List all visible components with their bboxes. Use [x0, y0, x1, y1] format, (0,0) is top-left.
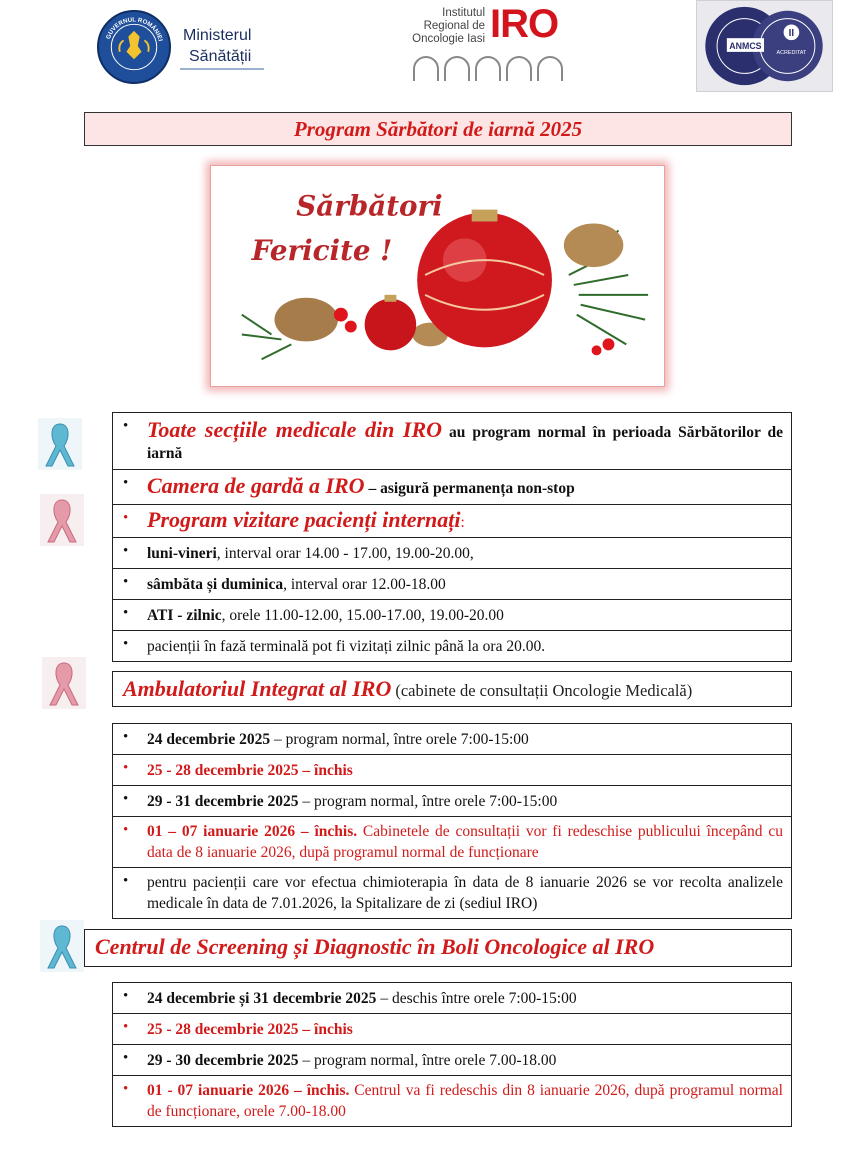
list-item: • pentru pacienții care vor efectua chimioterapia în data de 8 ianuarie 2026 se vor recolta analizele medicale în data de 7.01.2026, la Spitalizare de zi (sediul IRO): [113, 868, 792, 919]
screening-header: [84, 929, 792, 967]
table-row: [113, 505, 792, 538]
list-item: • 24 decembrie și 31 decembrie 2025 – deschis între orele 7:00-15:00: [113, 983, 792, 1014]
iro-logo-text: IRO: [490, 2, 559, 46]
table-row: [113, 983, 792, 1014]
table-row: [113, 1014, 792, 1045]
table-row: [113, 1076, 792, 1127]
seal-text: GUVERNUL ROMÂNIEI: [104, 16, 164, 42]
list-item: • Program vizitare pacienți internați:: [113, 505, 792, 538]
list-item: • Toate secțiile medicale din IRO au program normal în perioada Sărbătorilor de iarnă: [113, 413, 792, 470]
list-item: • 25 - 28 decembrie 2025 – închis: [113, 1014, 792, 1045]
greeting-line2: Fericite !: [251, 234, 393, 268]
screening-title: Centrul de Screening și Diagnostic în Boli Oncologice al IRO: [95, 934, 655, 959]
table-row: [113, 1045, 792, 1076]
blue-ribbon-icon: [38, 418, 82, 470]
table-row: [113, 470, 792, 505]
list-item: • 01 - 07 ianuarie 2026 – închis. Centrul va fi redeschis din 8 ianuarie 2026, după programul normal de funcționare, orele 7.00-18.00: [113, 1076, 792, 1127]
iro-name-line3: Oncologie Iasi: [412, 33, 485, 45]
ministry-name: [183, 25, 251, 67]
list-item: • 29 - 30 decembrie 2025 – program normal, între orele 7.00-18.00: [113, 1045, 792, 1076]
ambulatory-subtitle: (cabinete de consultații Oncologie Medicală): [395, 681, 693, 700]
list-item: • 29 - 31 decembrie 2025 – program normal, între orele 7:00-15:00: [113, 786, 792, 817]
pink-ribbon-icon: [42, 657, 86, 709]
table-row: [113, 868, 792, 919]
anmcs-badge: II: [788, 28, 795, 40]
ministry-line1: Ministerul: [183, 27, 252, 44]
screening-schedule-table: [112, 982, 792, 1127]
list-item: • sâmbăta și duminica, interval orar 12.00-18.00: [113, 569, 792, 600]
table-row: [113, 755, 792, 786]
ambulatory-header: [112, 671, 792, 707]
list-item: • pacienții în fază terminală pot fi vizitați zilnic până la ora 20.00.: [113, 631, 792, 662]
iro-name-line2: Regional de: [423, 20, 485, 32]
greeting-line1: Sărbători: [296, 189, 443, 223]
ambulatory-schedule-table: [112, 723, 792, 919]
table-row: [113, 569, 792, 600]
general-info-table: [112, 412, 792, 662]
list-item: • 24 decembrie 2025 – program normal, între orele 7:00-15:00: [113, 724, 792, 755]
government-seal-logo: [97, 10, 171, 84]
anmcs-right-text: ACREDITAT: [776, 49, 807, 56]
table-row: [113, 600, 792, 631]
iro-arches-logo: [410, 55, 565, 83]
table-row: [113, 817, 792, 868]
list-item: • 25 - 28 decembrie 2025 – închis: [113, 755, 792, 786]
anmcs-label: ANMCS: [729, 40, 762, 51]
pink-ribbon-icon: [40, 494, 84, 546]
iro-institute-name: [405, 7, 485, 46]
ministry-line2: Sănătății: [189, 48, 252, 65]
page-title: Program Sărbători de iarnă 2025: [84, 112, 792, 146]
table-row: [113, 538, 792, 569]
table-row: [113, 631, 792, 662]
ministry-underline: [180, 68, 264, 70]
list-item: • luni-vineri, interval orar 14.00 - 17.00, 19.00-20.00,: [113, 538, 792, 569]
blue-ribbon-icon: [40, 920, 84, 972]
ambulatory-title: Ambulatoriul Integrat al IRO: [123, 676, 392, 701]
list-item: • 01 – 07 ianuarie 2026 – închis. Cabinetele de consultații vor fi redeschise publicului începând cu data de 8 ianuarie 2026, după programul normal de funcționare: [113, 817, 792, 868]
table-row: [113, 413, 792, 470]
table-row: [113, 786, 792, 817]
list-item: • ATI - zilnic, orele 11.00-12.00, 15.00-17.00, 19.00-20.00: [113, 600, 792, 631]
list-item: • Camera de gardă a IRO – asigură permanența non-stop: [113, 470, 792, 505]
iro-name-line1: Institutul: [442, 7, 485, 19]
table-row: [113, 724, 792, 755]
greeting-picture: [210, 165, 665, 387]
anmcs-accreditation-logo: [696, 0, 833, 92]
